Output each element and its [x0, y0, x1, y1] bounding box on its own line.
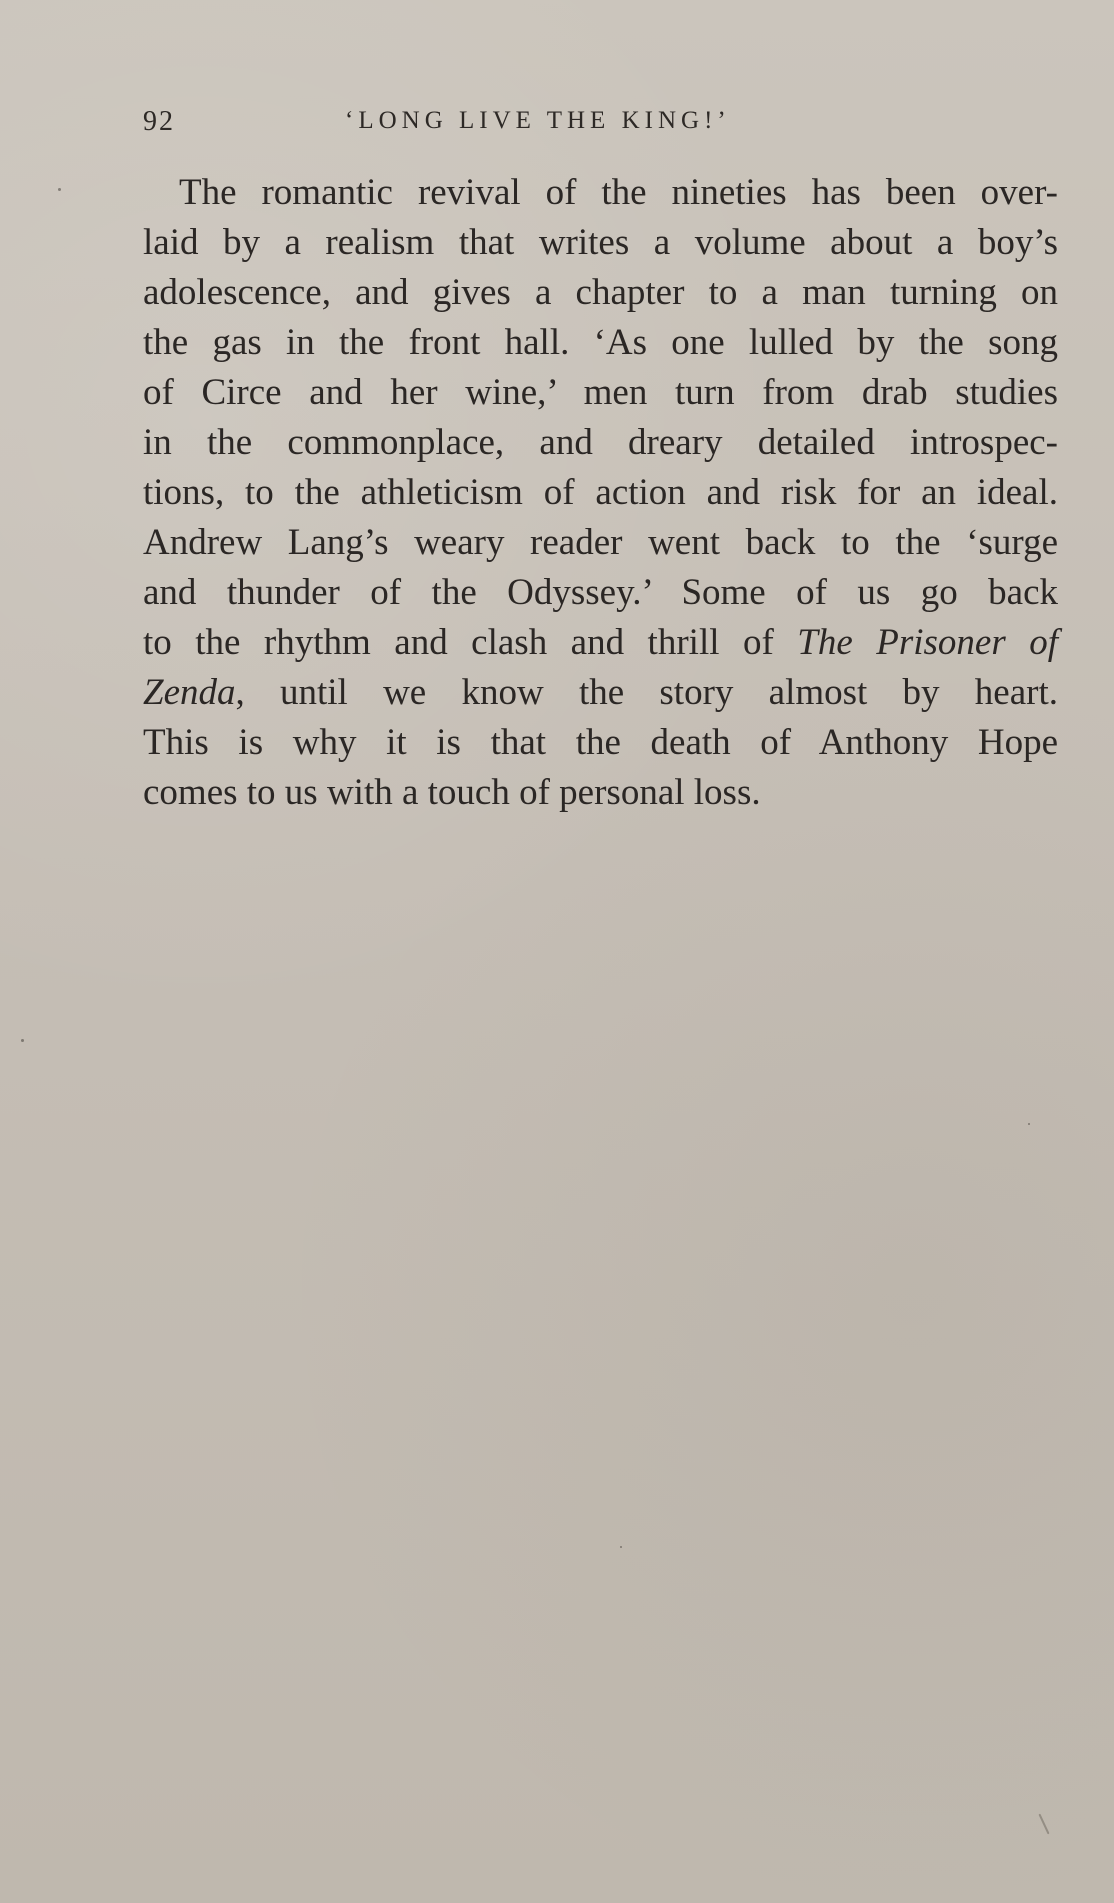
paper-mark	[1038, 1814, 1049, 1835]
text-line-5: of Circe and her wine,’ men turn from drab studies	[143, 372, 1058, 413]
text-line-9: and thunder of the Odyssey.’ Some of us go back	[143, 572, 1058, 613]
text-line-1: The romantic revival of the nineties has been over-	[179, 172, 1058, 213]
text-line-4: the gas in the front hall. ‘As one lulled by the song	[143, 322, 1058, 363]
text-line-12: This is why it is that the death of Anthony Hope	[143, 722, 1058, 763]
body-paragraph	[143, 168, 1058, 818]
text-line-11-suffix: , until we know the story almost by heart.	[235, 672, 1058, 713]
text-line-8: Andrew Lang’s weary reader went back to the ‘surge	[143, 522, 1058, 563]
page-number: 92	[143, 106, 175, 137]
text-line-3: adolescence, and gives a chapter to a man turning on	[143, 272, 1058, 313]
text-line-2: laid by a realism that writes a volume about a boy’s	[143, 222, 1058, 263]
text-line-7: tions, to the athleticism of action and risk for an ideal.	[143, 472, 1058, 513]
text-line-10	[143, 618, 1058, 668]
book-title-part-2: Zenda	[143, 672, 236, 713]
paper-speck	[1028, 1123, 1030, 1125]
running-title: ‘LONG LIVE THE KING!’	[345, 107, 731, 134]
book-title-part-1: The Prisoner of	[797, 622, 1059, 663]
text-line-13: comes to us with a touch of personal loss.	[143, 772, 761, 813]
text-line-10-prefix: to the rhythm and clash and thrill of	[143, 622, 798, 663]
paper-speck	[620, 1546, 622, 1548]
text-line-6: in the commonplace, and dreary detailed introspec-	[143, 422, 1058, 463]
text-line-11	[143, 668, 1058, 718]
running-header	[143, 106, 1058, 146]
paper-speck	[58, 188, 61, 191]
paper-speck	[21, 1039, 24, 1042]
